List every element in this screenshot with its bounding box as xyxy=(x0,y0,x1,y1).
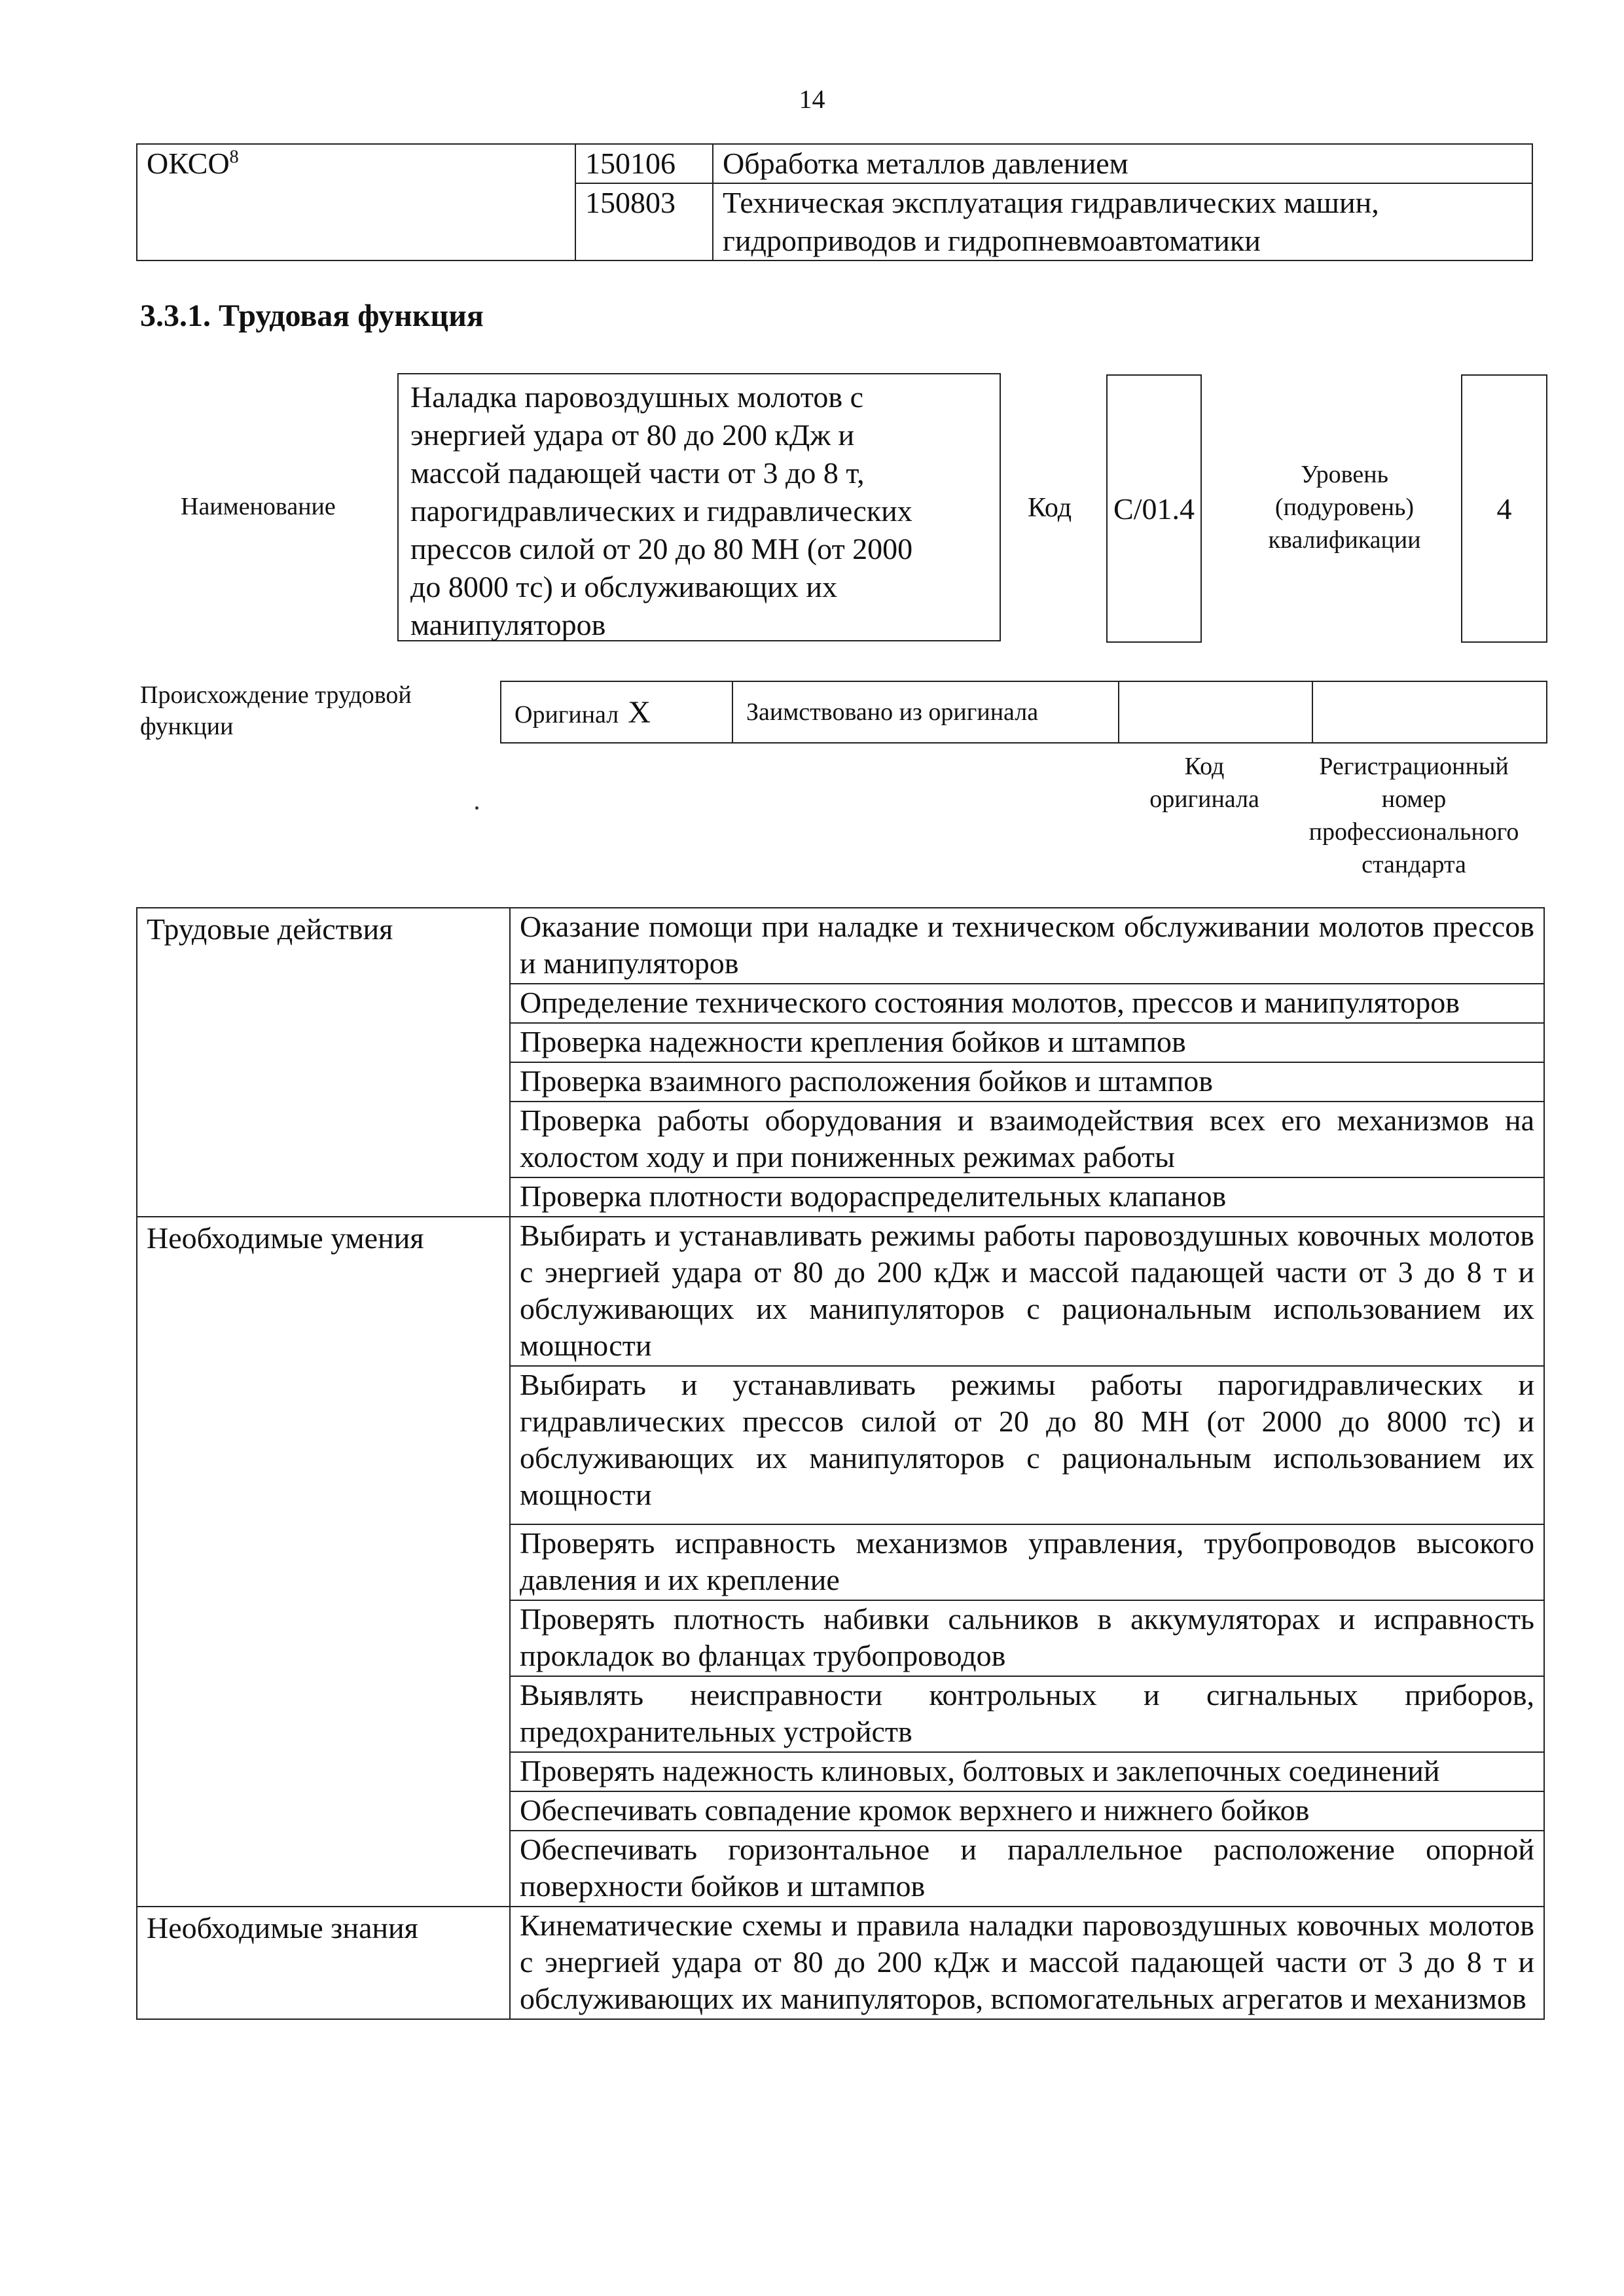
table-row xyxy=(137,1907,1544,2019)
okso-name: Обработка металлов давлением xyxy=(713,144,1532,183)
origin-row xyxy=(501,681,1547,743)
okso-code: 150106 xyxy=(575,144,713,183)
level-box xyxy=(1461,374,1547,643)
reg-number-line: профессионального xyxy=(1308,818,1519,846)
skill-item: Обеспечивать горизонтальное и параллельное расположение опорной поверхности бойков и штампов xyxy=(510,1831,1544,1907)
code-label: Код xyxy=(1028,493,1072,523)
level-label-line: Уровень xyxy=(1301,461,1388,488)
category-required-knowledge: Необходимые знания xyxy=(137,1907,510,2019)
origin-label-line: Происхождение трудовой xyxy=(140,681,412,709)
qualification-level-label xyxy=(1242,458,1447,556)
reg-number-label xyxy=(1283,750,1545,881)
function-name-box xyxy=(397,373,1001,641)
page-number: 14 xyxy=(799,84,825,114)
original-label: Оригинал xyxy=(514,700,619,728)
code-original-label xyxy=(1106,750,1303,816)
origin-label xyxy=(140,679,480,742)
reg-number-line: номер xyxy=(1381,785,1447,813)
skill-item: Обеспечивать совпадение кромок верхнего и нижнего бойков xyxy=(510,1791,1544,1831)
skill-item: Проверять исправность механизмов управления, трубопроводов высокого давления и их крепление xyxy=(510,1524,1544,1600)
level-value: 4 xyxy=(1496,492,1512,526)
labor-action-item: Определение технического состояния молотов, прессов и манипуляторов xyxy=(510,984,1544,1023)
labor-action-item: Проверка работы оборудования и взаимодействия всех его механизмов на холостом ходу и при пониженных режимах работы xyxy=(510,1102,1544,1177)
skill-item: Проверять надежность клиновых, болтовых и заклепочных соединений xyxy=(510,1752,1544,1791)
function-name-line: до 8000 тс) и обслуживающих их xyxy=(410,570,838,603)
okso-code: 150803 xyxy=(575,183,713,260)
function-name-line: Наладка паровоздушных молотов с xyxy=(410,380,863,414)
skill-item: Выбирать и устанавливать режимы работы паровоздушных ковочных молотов с энергией удара от 80 до 200 кДж и массой падающей части от 3 до 8 т и обслуживающих их манипуляторов с рациональным использованием их мощности xyxy=(510,1217,1544,1366)
original-cell xyxy=(501,681,732,743)
code-original-line: Код xyxy=(1184,753,1225,780)
origin-table xyxy=(500,681,1547,744)
origin-label-line: функции xyxy=(140,713,234,740)
table-row xyxy=(137,908,1544,984)
reg-number-line: Регистрационный xyxy=(1319,753,1509,780)
table-row xyxy=(137,1217,1544,1366)
reg-number-cell xyxy=(1312,681,1547,743)
okso-row xyxy=(137,144,1532,183)
skill-item: Проверять плотность набивки сальников в аккумуляторах и исправность прокладок во фланцах трубопроводов xyxy=(510,1600,1544,1676)
category-labor-actions: Трудовые действия xyxy=(137,908,510,1217)
labor-action-item: Проверка плотности водораспределительных клапанов xyxy=(510,1177,1544,1217)
labor-action-item: Проверка надежности крепления бойков и штампов xyxy=(510,1023,1544,1062)
code-value: C/01.4 xyxy=(1113,492,1195,526)
code-original-cell xyxy=(1119,681,1312,743)
okso-label-cell xyxy=(137,144,575,260)
skill-item: Выбирать и устанавливать режимы работы парогидравлических и гидравлических прессов силой от 20 до 80 МН (от 2000 до 8000 тс) и обслуживающих их манипуляторов с рациональным использованием их мощности xyxy=(510,1366,1544,1524)
okso-table xyxy=(136,143,1533,261)
code-box xyxy=(1106,374,1202,643)
function-name-line: прессов силой от 20 до 80 МН (от 2000 xyxy=(410,532,913,565)
original-mark: X xyxy=(628,694,651,730)
okso-footnote: 8 xyxy=(229,147,239,168)
requirements-table xyxy=(136,907,1545,2020)
borrowed-cell: Заимствовано из оригинала xyxy=(732,681,1119,743)
code-original-line: оригинала xyxy=(1149,785,1259,813)
function-name-line: манипуляторов xyxy=(410,608,606,641)
category-required-skills: Необходимые умения xyxy=(137,1217,510,1907)
level-label-line: (подуровень) xyxy=(1274,493,1415,521)
function-name-line: парогидравлических и гидравлических xyxy=(410,494,912,528)
okso-name: Техническая эксплуатация гидравлических машин, гидроприводов и гидропневмоавтоматики xyxy=(713,183,1532,260)
stray-dot xyxy=(475,806,478,810)
function-name-line: энергией удара от 80 до 200 кДж и xyxy=(410,418,855,452)
okso-label: ОКСО xyxy=(147,147,230,180)
labor-action-item: Проверка взаимного расположения бойков и штампов xyxy=(510,1062,1544,1102)
section-title: 3.3.1. Трудовая функция xyxy=(140,298,484,333)
skill-item: Выявлять неисправности контрольных и сигнальных приборов, предохранительных устройств xyxy=(510,1676,1544,1752)
knowledge-item: Кинематические схемы и правила наладки паровоздушных ковочных молотов с энергией удара от 80 до 200 кДж и массой падающей части от 3 до 8 т и обслуживающих их манипуляторов, вспомогательных агрегатов и механизмов xyxy=(510,1907,1544,2019)
level-label-line: квалификации xyxy=(1268,526,1421,554)
reg-number-line: стандарта xyxy=(1362,851,1466,878)
function-name-label: Наименование xyxy=(181,493,336,520)
labor-action-item: Оказание помощи при наладке и техническом обслуживании молотов прессов и манипуляторов xyxy=(510,908,1544,984)
function-name-line: массой падающей части от 3 до 8 т, xyxy=(410,456,865,490)
